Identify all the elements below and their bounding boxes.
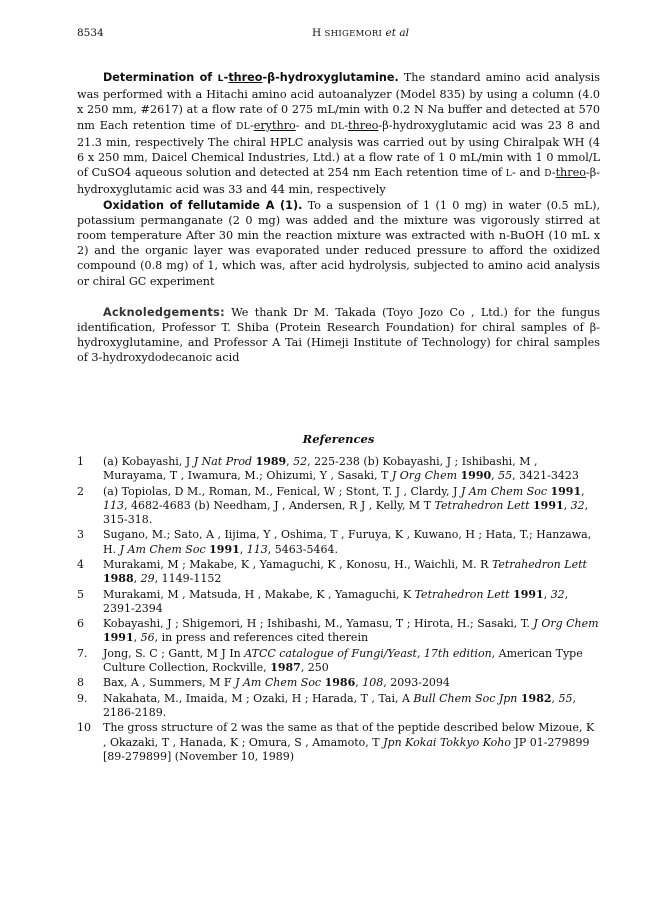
- reference-text: 1990: [460, 469, 492, 483]
- reference-text: 52: [293, 455, 308, 468]
- reference-text: Murakami, M ; Makabe, K , Yamaguchi, K , Konosu, H., Waichli, M. R: [103, 557, 492, 571]
- reference-text: Jong, S. C ; Gantt, M J In: [103, 646, 245, 660]
- reference-text: 1991: [103, 631, 134, 645]
- reference-text: (a) Kobayashi, J: [103, 455, 194, 468]
- reference-item: [77, 676, 600, 690]
- reference-text: Bull Chem Soc Jpn: [413, 691, 518, 705]
- reference-number: 3: [77, 528, 84, 542]
- reference-item: [77, 647, 600, 675]
- body-text: [77, 70, 600, 366]
- reference-text: 1991: [513, 587, 544, 601]
- determination-paragraph: Determination of L-threo-β-hydroxyglutamine. The standard amino acid analysis was performed with a Hitachi amino acid autoanalyzer (Model 835) by using a column (4.0 x 250 mm, #2617) at a flow rate of 0 275 mL/min with 0.2 N Na buffer and detected at 570 nm Each retention time of DL-erythro- and DL-threo-β-hydroxyglutamic acid was 23 8 and 21.3 min, respectively The chiral HPLC analysis was carried out by using Chiralpak WH (4 6 x 250 mm, Daicel Chemical Industries, Ltd.) at a flow rate of 1 0 mL/min with 1 0 mmol/L of CuSO4 aqueous solution and detected at 254 nm Each retention time of L- and D-threo-β-hydroxyglutamic acid was 33 and 44 min, respectively: [77, 71, 600, 197]
- oxidation-text: To a suspension of 1 (1 0 mg) in water (0.5 mL), potassium permanganate (2 0 mg) was added and the mixture was vigorously stirred at room temperature After 30 min the reaction mixture was extracted with n-BuOH (10 mL x 2) and the organic layer was evaporated under reduced pressure to afford the oxidized compound (0.8 mg) of 1, which was, after acid hydrolysis, subjected to amino acid analysis or chiral GC experiment: [77, 198, 600, 288]
- reference-text: Jpn Kokai Tokkyo Koho: [383, 735, 511, 749]
- reference-text: ,: [563, 498, 571, 512]
- reference-text: JP 01-279899 [89-279899] (November 10, 1989): [103, 735, 590, 763]
- reference-text: ATCC catalogue of Fungi/Yeast, 17th edition: [244, 646, 492, 660]
- reference-text: 56: [140, 631, 155, 645]
- reference-text: ,: [491, 469, 499, 483]
- reference-text: 1991: [209, 542, 240, 556]
- reference-number: 5: [77, 587, 84, 601]
- reference-text: 32: [550, 587, 565, 601]
- reference-item: [77, 558, 600, 586]
- reference-text: J Am Chem Soc: [119, 542, 206, 556]
- references-heading: References: [302, 432, 375, 446]
- reference-text: The gross structure of 2 was the same as that of the peptide described below Mizoue, K , Okazaki, T , Hanada, K ; Omura, S , Amamoto, T: [103, 721, 595, 749]
- reference-text: , 225-238 (b) Kobayashi, J ; Ishibashi, M , Murayama, T , Iwamura, M.; Ohizumi, Y , Sasaki, T: [103, 455, 538, 483]
- reference-text: 1987: [270, 660, 301, 674]
- reference-text: Nakahata, M., Imaida, M ; Ozaki, H ; Harada, T , Tai, A: [103, 691, 414, 705]
- reference-text: 1991: [533, 498, 564, 512]
- reference-text: Tetrahedron Lett: [434, 498, 530, 512]
- reference-text: 1989: [255, 455, 287, 468]
- reference-text: ,: [581, 484, 585, 498]
- reference-text: , 2391-2394: [103, 587, 569, 615]
- reference-text: , in press and references cited therein: [154, 631, 369, 645]
- oxidation-paragraph: [77, 198, 600, 289]
- page-number: 8534: [77, 27, 104, 39]
- reference-text: ,: [355, 676, 363, 690]
- reference-text: , 2186-2189.: [103, 691, 577, 719]
- reference-text: , American Type Culture Collection, Rockville,: [103, 646, 583, 674]
- et-al: et al: [382, 27, 409, 39]
- reference-number: 1: [77, 455, 84, 468]
- reference-item: [77, 455, 600, 483]
- reference-text: J Nat Prod: [193, 455, 253, 468]
- reference-text: ,: [551, 691, 559, 705]
- reference-text: ,: [239, 542, 247, 556]
- reference-text: 55: [498, 469, 513, 483]
- reference-text: ,: [543, 587, 551, 601]
- reference-text: J Org Chem: [533, 617, 599, 631]
- reference-text: , 5463-5464.: [267, 542, 338, 556]
- reference-number: 2: [77, 484, 84, 498]
- reference-text: 1982: [520, 691, 552, 705]
- reference-text: J Am Chem Soc: [235, 676, 322, 690]
- reference-text: , 4682-4683 (b) Needham, J , Andersen, R J , Kelly, M T: [124, 498, 435, 512]
- acknowledgements-text: We thank Dr M. Takada (Toyo Jozo Co , Ltd.) for the fungus identification, Professor T. Shiba (Protein Research Foundation) for chiral samples of β-hydroxyglutamine, and Professor A Tai (Himeji Institute of Technology) for chiral samples of 3-hydroxydodecanoic acid: [77, 305, 600, 365]
- reference-text: Bax, A , Summers, M F: [103, 676, 236, 690]
- reference-text: Kobayashi, J ; Shigemori, H ; Ishibashi, M., Yamasu, T ; Hirota, H.; Sasaki, T.: [103, 617, 534, 631]
- reference-item: [77, 617, 600, 645]
- reference-text: (a) Topiolas, D M., Roman, M., Fenical, W ; Stont, T. J , Clardy, J: [103, 484, 461, 498]
- references-list: [77, 455, 600, 765]
- author-surname: SHIGEMORI: [324, 29, 383, 39]
- acknowledgements-heading: Acknoledgements:: [103, 305, 225, 319]
- running-head: [312, 27, 409, 39]
- reference-item: [77, 588, 600, 616]
- reference-item: [77, 485, 600, 528]
- reference-number: 7.: [77, 646, 88, 660]
- reference-text: ,: [286, 455, 294, 468]
- reference-number: 10: [77, 721, 91, 735]
- reference-text: 1991: [550, 484, 582, 498]
- reference-text: , 315-318.: [103, 498, 589, 526]
- reference-text: , 1149-1152: [154, 572, 222, 586]
- reference-text: Murakami, M , Matsuda, H , Makabe, K , Yamaguchi, K: [103, 587, 415, 601]
- author-initial: H: [312, 27, 325, 39]
- reference-text: 108: [362, 676, 384, 690]
- reference-text: J Am Chem Soc: [460, 484, 547, 498]
- reference-text: Tetrahedron Lett: [414, 587, 510, 601]
- reference-text: 32: [570, 498, 585, 512]
- reference-text: ,: [133, 631, 141, 645]
- reference-item: [77, 721, 600, 764]
- reference-number: 8: [77, 676, 84, 690]
- reference-item: [77, 692, 600, 720]
- reference-text: 29: [140, 572, 155, 586]
- reference-text: Sugano, M.; Sato, A , Iijima, Y , Oshima, T , Furuya, K , Kuwano, H ; Hata, T.; Hanzawa, H.: [103, 528, 592, 556]
- reference-text: Tetrahedron Lett: [491, 557, 587, 571]
- reference-text: 55: [558, 691, 573, 705]
- reference-text: 113: [103, 498, 124, 512]
- reference-text: , 3421-3423: [512, 469, 579, 483]
- reference-text: 1988: [103, 572, 134, 586]
- acknowledgements-paragraph: [77, 305, 600, 366]
- reference-number: 9.: [77, 691, 88, 705]
- reference-text: J Org Chem: [391, 469, 458, 483]
- reference-number: 4: [77, 557, 84, 571]
- reference-text: 1986: [324, 676, 356, 690]
- reference-text: , 250: [300, 660, 329, 674]
- oxidation-heading: Oxidation of fellutamide A (1).: [103, 198, 303, 212]
- reference-number: 6: [77, 617, 84, 631]
- reference-item: [77, 528, 600, 556]
- page-header: [77, 27, 600, 43]
- reference-text: , 2093-2094: [383, 676, 450, 690]
- reference-text: ,: [133, 572, 141, 586]
- determination-heading: Determination of L-threo-β-hydroxyglutamine.: [103, 71, 399, 84]
- reference-text: 113: [246, 542, 268, 556]
